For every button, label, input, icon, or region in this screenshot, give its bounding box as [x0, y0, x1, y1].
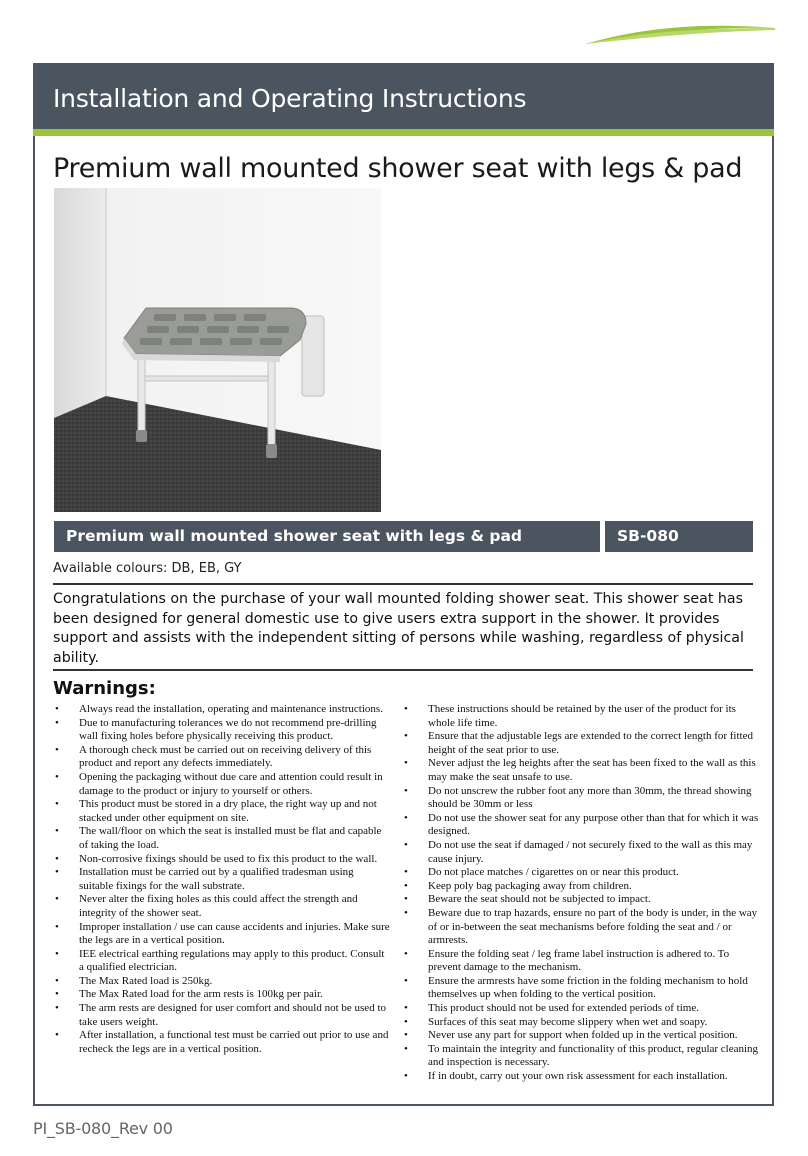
warning-item: • Ensure the armrests have some friction in the folding mechanism to hold themselves up when folding to the vertical position.: [404, 975, 760, 1002]
warnings-list-right: [404, 703, 760, 1084]
warning-item: • Ensure that the adjustable legs are extended to the correct length for fitted height of the seat prior to use.: [404, 730, 760, 757]
warning-item: • The arm rests are designed for user comfort and should not be used to take users weight.: [55, 1002, 390, 1029]
warning-item: • A thorough check must be carried out on receiving delivery of this product and report any defects immediately.: [55, 744, 390, 771]
colours-value: DB, EB, GY: [171, 561, 242, 576]
warning-item: • Improper installation / use can cause accidents and injuries. Make sure the legs are in a vertical position.: [55, 921, 390, 948]
warning-item: • Non-corrosive fixings should be used to fix this product to the wall.: [55, 853, 390, 867]
warning-item: • If in doubt, carry out your own risk assessment for each installation.: [404, 1070, 760, 1084]
warnings-list-left: [55, 703, 390, 1056]
warning-item: • Do not use the seat if damaged / not securely fixed to the wall as this may cause injury.: [404, 839, 760, 866]
product-name-bar: Premium wall mounted shower seat with legs & pad: [54, 521, 600, 552]
colours-label: Available colours:: [53, 561, 168, 576]
warning-item: • Never alter the fixing holes as this could affect the strength and integrity of the shower seat.: [55, 893, 390, 920]
warning-item: • The Max Rated load for the arm rests is 100kg per pair.: [55, 988, 390, 1002]
available-colours: [53, 561, 242, 576]
warning-item: • Keep poly bag packaging away from children.: [404, 880, 760, 894]
warning-item: • This product should not be used for extended periods of time.: [404, 1002, 760, 1016]
warning-item: • Opening the packaging without due care and attention could result in damage to the product or injury to yourself or others.: [55, 771, 390, 798]
intro-paragraph: Congratulations on the purchase of your wall mounted folding shower seat. This shower seat has been designed for general domestic use to give users extra support in the shower. It provides support and assists with the independent sitting of persons while washing, regardless of physical ability.: [53, 591, 744, 666]
header-title: Installation and Operating Instructions: [53, 84, 527, 113]
warning-item: • To maintain the integrity and functionality of this product, regular cleaning and inspection is necessary.: [404, 1043, 760, 1070]
warning-item: • Do not use the shower seat for any purpose other than that for which it was designed.: [404, 812, 760, 839]
warning-item: • Beware the seat should not be subjected to impact.: [404, 893, 760, 907]
warning-item: • This product must be stored in a dry place, the right way up and not stacked under other equipment on site.: [55, 798, 390, 825]
warning-item: • Do not unscrew the rubber foot any more than 30mm, the thread showing should be 30mm or less: [404, 785, 760, 812]
warning-item: • IEE electrical earthing regulations may apply to this product. Consult a qualified electrician.: [55, 948, 390, 975]
warning-item: • Ensure the folding seat / leg frame label instruction is adhered to. To prevent damage to the mechanism.: [404, 948, 760, 975]
warning-item: • Never use any part for support when folded up in the vertical position.: [404, 1029, 760, 1043]
warning-item: • Installation must be carried out by a qualified tradesman using suitable fixings for the wall substrate.: [55, 866, 390, 893]
warning-item: • The wall/floor on which the seat is installed must be flat and capable of taking the load.: [55, 825, 390, 852]
divider-bottom: [53, 669, 753, 671]
product-title: Premium wall mounted shower seat with legs & pad: [53, 153, 743, 184]
warning-item: • Surfaces of this seat may become slippery when wet and soapy.: [404, 1016, 760, 1030]
warning-item: • After installation, a functional test must be carried out prior to use and recheck the legs are in a vertical position.: [55, 1029, 390, 1056]
divider-top: [53, 583, 753, 585]
warning-item: • Always read the installation, operating and maintenance instructions.: [55, 703, 390, 717]
warning-item: • Never adjust the leg heights after the seat has been fixed to the wall as this may make the seat unsafe to use.: [404, 757, 760, 784]
header-accent-stripe: [33, 129, 774, 136]
warning-item: • Do not place matches / cigarettes on or near this product.: [404, 866, 760, 880]
warning-item: • Beware due to trap hazards, ensure no part of the body is under, in the way of or in-between the seat mechanisms before folding the seat and / or armrests.: [404, 907, 760, 948]
brand-swoosh-logo: [580, 8, 780, 48]
warning-item: • The Max Rated load is 250kg.: [55, 975, 390, 989]
warning-item: • These instructions should be retained by the user of the product for its whole life time.: [404, 703, 760, 730]
warning-item: • Due to manufacturing tolerances we do not recommend pre-drilling wall fixing holes before physically receiving this product.: [55, 717, 390, 744]
product-code-bar: SB-080: [605, 521, 753, 552]
warnings-heading: Warnings:: [53, 678, 156, 699]
product-photo: [54, 188, 381, 512]
document-reference: PI_SB-080_Rev 00: [33, 1119, 173, 1138]
